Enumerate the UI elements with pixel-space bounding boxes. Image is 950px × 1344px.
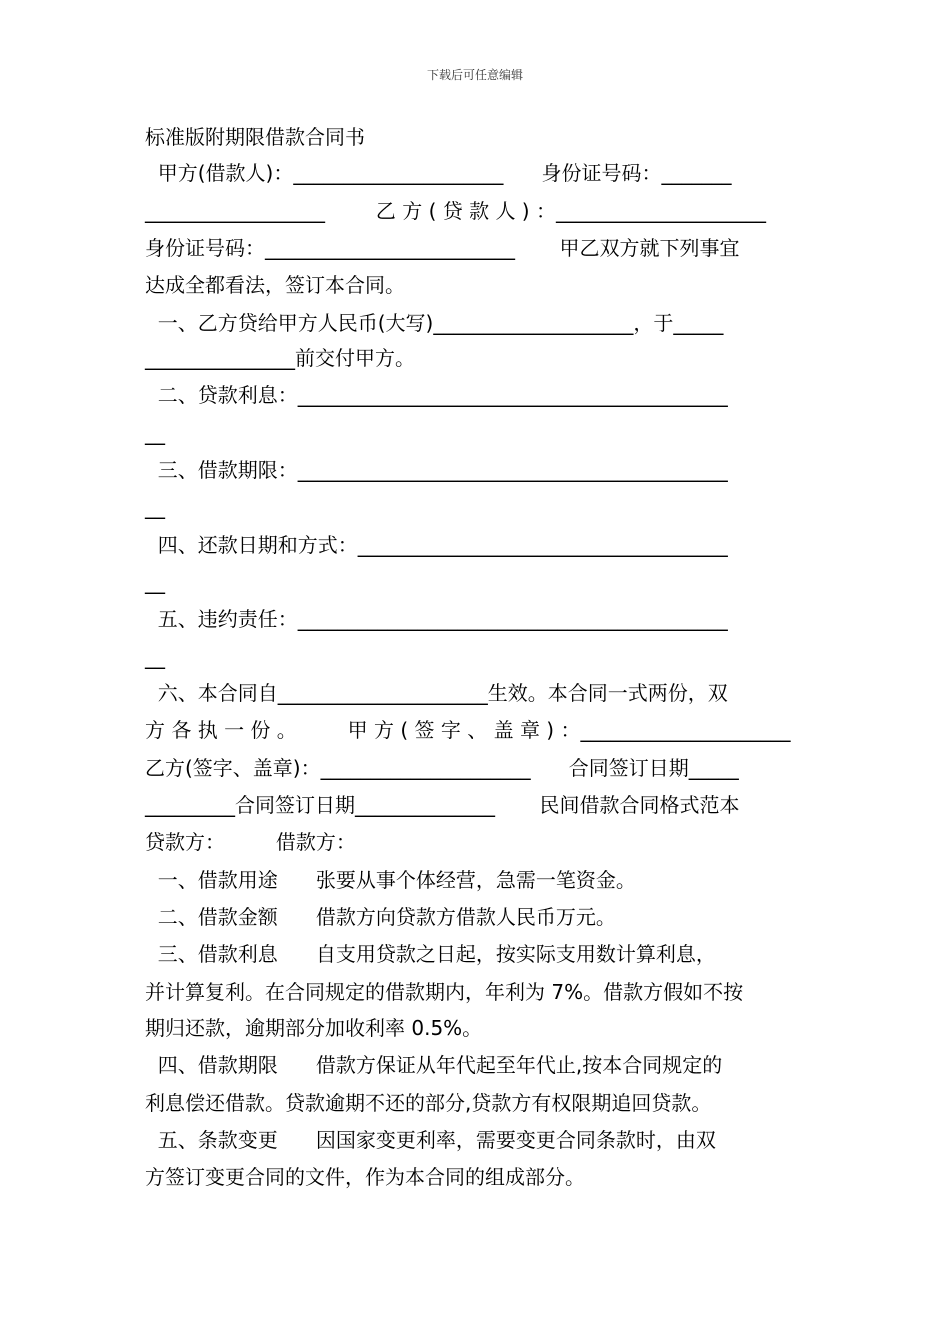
text-line: __ bbox=[145, 645, 165, 669]
text-line: __ bbox=[145, 495, 165, 519]
text-line: 达成全都看法，签订本合同。 bbox=[145, 273, 405, 297]
text-line: 甲方(借款人)：_____________________ 身份证号码：_______ bbox=[145, 161, 732, 185]
text-line: 一、乙方贷给甲方人民币(大写)____________________，于_____ bbox=[145, 311, 724, 335]
text-line: 方 各 执 一 份 。 甲 方 ( 签 字 、 盖 章 ) ：_____________________ bbox=[145, 718, 791, 742]
text-line: 五、违约责任：___________________________________________ bbox=[145, 607, 728, 631]
text-line: 利息偿还借款。贷款逾期不还的部分,贷款方有权限期追回贷款。 bbox=[145, 1091, 712, 1115]
text-line: 乙方(签字、盖章)：_____________________ 合同签订日期_____ bbox=[145, 756, 739, 780]
text-line: __ bbox=[145, 421, 165, 445]
text-line: 贷款方： 借款方： bbox=[145, 830, 356, 854]
text-line: 方签订变更合同的文件，作为本合同的组成部分。 bbox=[145, 1165, 585, 1189]
text-line: 期归还款，逾期部分加收利率 0.5%。 bbox=[145, 1016, 483, 1040]
text-line: 一、借款用途 张要从事个体经营，急需一笔资金。 bbox=[145, 868, 636, 892]
page-header: 下载后可任意编辑 bbox=[426, 68, 523, 82]
text-line: 二、借款金额 借款方向贷款方借款人民币万元。 bbox=[145, 905, 616, 929]
text-line: 五、条款变更 因国家变更利率，需要变更合同条款时，由双 bbox=[145, 1128, 716, 1152]
text-line: _______________前交付甲方。 bbox=[145, 346, 415, 370]
text-line: 三、借款利息 自支用贷款之日起，按实际支用数计算利息， bbox=[145, 942, 716, 966]
text-line: 三、借款期限：___________________________________________ bbox=[145, 458, 728, 482]
text-line: __ bbox=[145, 570, 165, 594]
text-line: __________________ 乙 方 ( 贷 款 人 ) ：_____________________ bbox=[145, 199, 766, 223]
text-line: 身份证号码：_________________________ 甲乙双方就下列事宜 bbox=[145, 236, 740, 260]
text-line: 并计算复利。在合同规定的借款期内，年利为 7%。借款方假如不按 bbox=[145, 980, 744, 1004]
text-line: 六、本合同自_____________________生效。本合同一式两份，双 bbox=[145, 681, 728, 705]
text-line: 四、还款日期和方式：_____________________________________ bbox=[145, 533, 728, 557]
document-title: 标准版附期限借款合同书 bbox=[145, 125, 365, 149]
text-line: 四、借款期限 借款方保证从年代起至年代止,按本合同规定的 bbox=[145, 1053, 723, 1077]
text-line: 二、贷款利息：___________________________________________ bbox=[145, 383, 728, 407]
text-line: _________合同签订日期______________ 民间借款合同格式范本 bbox=[145, 793, 740, 817]
